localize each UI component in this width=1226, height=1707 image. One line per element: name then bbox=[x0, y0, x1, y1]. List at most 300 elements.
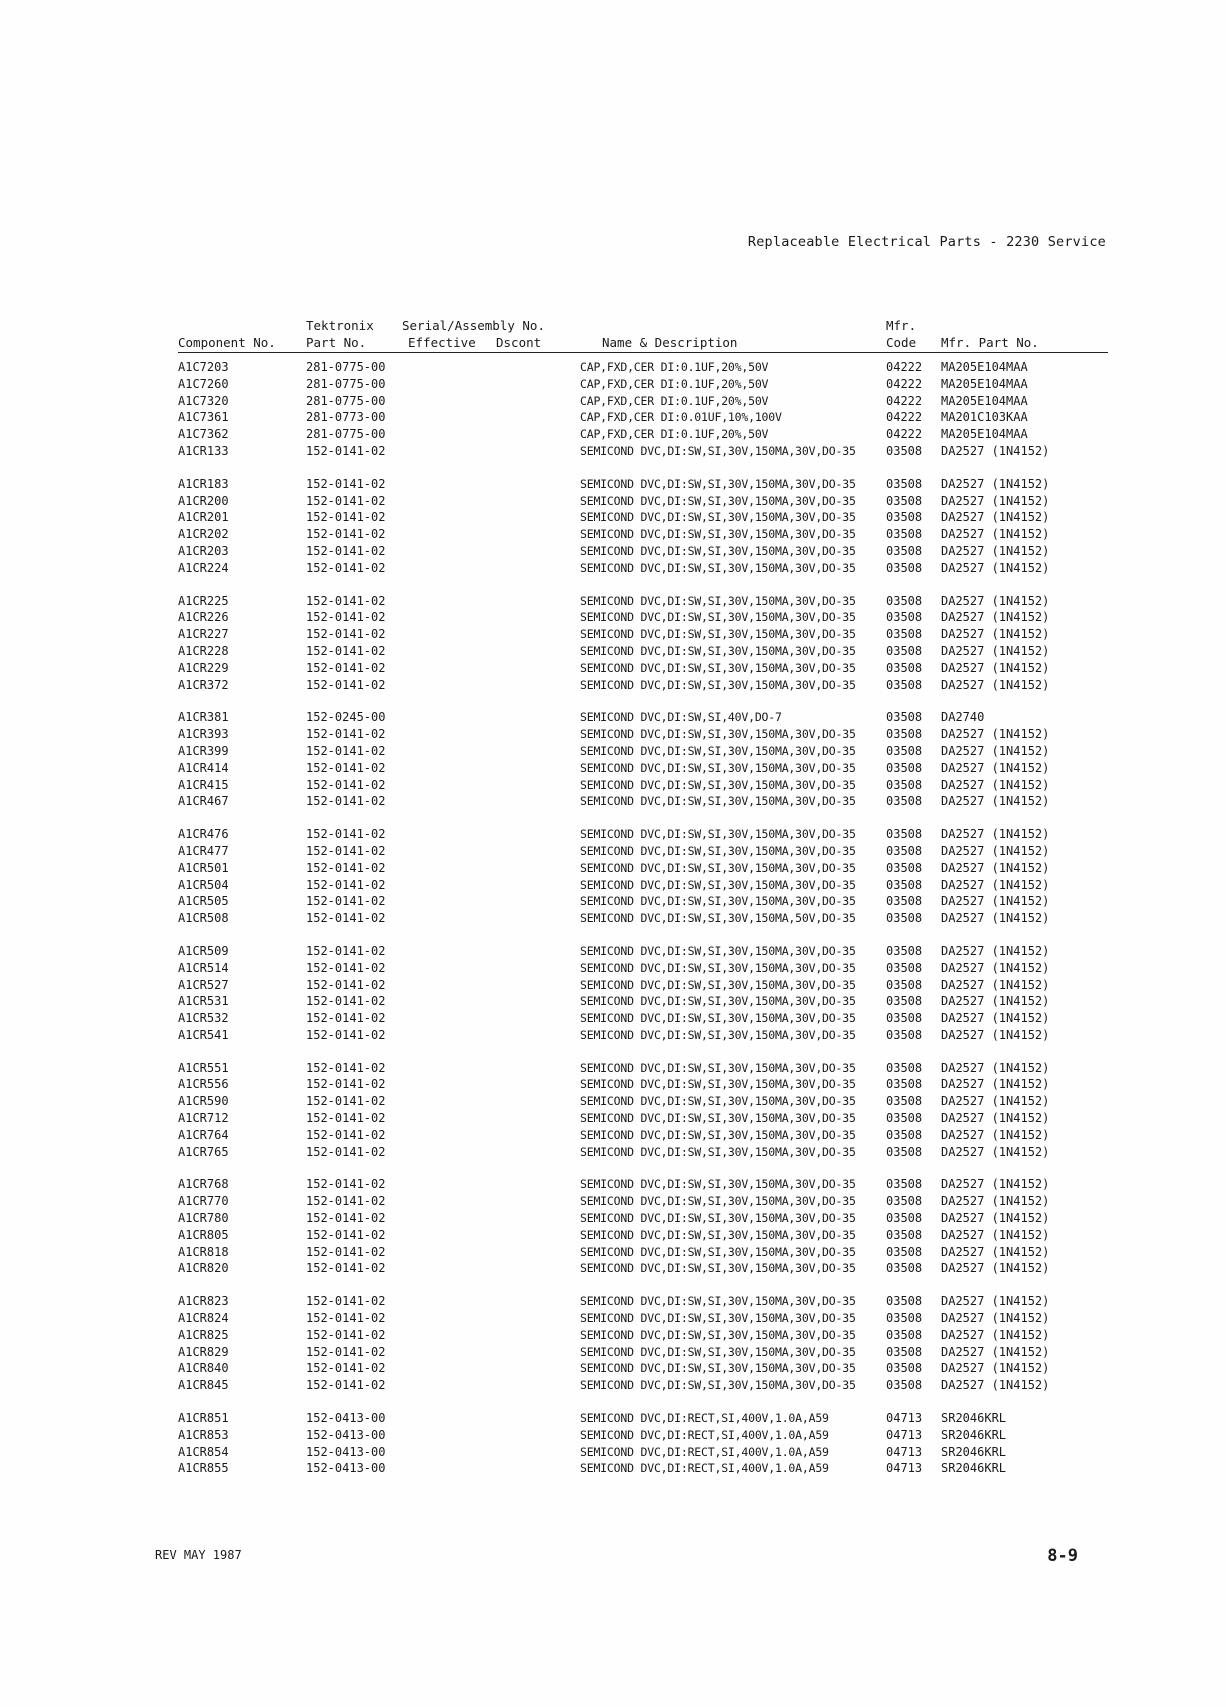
page-header: Replaceable Electrical Parts - 2230 Service bbox=[747, 234, 1106, 250]
table-row bbox=[178, 1076, 1108, 1093]
table-row bbox=[178, 1360, 1108, 1377]
mfr-code: 03508 bbox=[886, 1127, 923, 1142]
mfr-part-no: DA2527 (1N4152) bbox=[941, 894, 1050, 909]
description: CAP,FXD,CER DI:0.01UF,10%,100V bbox=[580, 410, 782, 425]
description: SEMICOND DVC,DI:SW,SI,30V,150MA,30V,DO-35 bbox=[580, 1011, 856, 1026]
description: SEMICOND DVC,DI:RECT,SI,400V,1.0A,A59 bbox=[580, 1427, 829, 1442]
component-no: A1CR712 bbox=[178, 1111, 229, 1126]
component-no: A1CR825 bbox=[178, 1327, 229, 1342]
tek-part-no: 152-0141-02 bbox=[306, 743, 386, 758]
description: SEMICOND DVC,DI:SW,SI,30V,150MA,30V,DO-35 bbox=[580, 1111, 856, 1126]
tek-part-no: 281-0775-00 bbox=[306, 427, 386, 442]
component-no: A1CR855 bbox=[178, 1461, 229, 1476]
description: SEMICOND DVC,DI:SW,SI,30V,150MA,50V,DO-35 bbox=[580, 911, 856, 926]
component-no: A1CR764 bbox=[178, 1127, 229, 1142]
row-group bbox=[178, 1176, 1108, 1277]
component-no: A1CR228 bbox=[178, 643, 229, 658]
mfr-part-no: DA2527 (1N4152) bbox=[941, 610, 1050, 625]
table-row bbox=[178, 1144, 1108, 1161]
table-row bbox=[178, 409, 1108, 426]
table-row bbox=[178, 709, 1108, 726]
mfr-part-no: DA2527 (1N4152) bbox=[941, 977, 1050, 992]
component-no: A1CR840 bbox=[178, 1361, 229, 1376]
table-row bbox=[178, 493, 1108, 510]
tek-part-no: 152-0141-02 bbox=[306, 860, 386, 875]
description: CAP,FXD,CER DI:0.1UF,20%,50V bbox=[580, 427, 769, 442]
tek-part-no: 152-0141-02 bbox=[306, 960, 386, 975]
mfr-part-no: DA2527 (1N4152) bbox=[941, 493, 1050, 508]
table-row bbox=[178, 1427, 1108, 1444]
component-no: A1CR227 bbox=[178, 627, 229, 642]
component-no: A1CR226 bbox=[178, 610, 229, 625]
mfr-part-no: DA2527 (1N4152) bbox=[941, 760, 1050, 775]
row-group bbox=[178, 1293, 1108, 1394]
component-no: A1CR527 bbox=[178, 977, 229, 992]
row-group bbox=[178, 359, 1108, 460]
mfr-code: 03508 bbox=[886, 1011, 923, 1026]
table-row bbox=[178, 1027, 1108, 1044]
table-row bbox=[178, 1210, 1108, 1227]
description: SEMICOND DVC,DI:SW,SI,30V,150MA,30V,DO-35 bbox=[580, 943, 856, 958]
table-row bbox=[178, 526, 1108, 543]
tek-part-no: 152-0141-02 bbox=[306, 1344, 386, 1359]
mfr-code: 03508 bbox=[886, 476, 923, 491]
table-row bbox=[178, 793, 1108, 810]
mfr-part-no: DA2527 (1N4152) bbox=[941, 510, 1050, 525]
table-row bbox=[178, 743, 1108, 760]
tek-part-no: 152-0141-02 bbox=[306, 894, 386, 909]
description: SEMICOND DVC,DI:SW,SI,30V,150MA,30V,DO-35 bbox=[580, 493, 856, 508]
mfr-code: 03508 bbox=[886, 1378, 923, 1393]
description: SEMICOND DVC,DI:SW,SI,30V,150MA,30V,DO-35 bbox=[580, 827, 856, 842]
tek-part-no: 152-0141-02 bbox=[306, 994, 386, 1009]
table-row bbox=[178, 760, 1108, 777]
mfr-code: 03508 bbox=[886, 1227, 923, 1242]
mfr-code: 03508 bbox=[886, 443, 923, 458]
component-no: A1CR845 bbox=[178, 1378, 229, 1393]
table-row bbox=[178, 1127, 1108, 1144]
tek-part-no: 152-0141-02 bbox=[306, 610, 386, 625]
description: SEMICOND DVC,DI:SW,SI,30V,150MA,30V,DO-35 bbox=[580, 1344, 856, 1359]
table-row bbox=[178, 777, 1108, 794]
mfr-code: 04713 bbox=[886, 1427, 923, 1442]
description: SEMICOND DVC,DI:SW,SI,30V,150MA,30V,DO-35 bbox=[580, 1127, 856, 1142]
description: SEMICOND DVC,DI:SW,SI,30V,150MA,30V,DO-35 bbox=[580, 677, 856, 692]
mfr-code: 03508 bbox=[886, 1327, 923, 1342]
mfr-part-no: DA2527 (1N4152) bbox=[941, 443, 1050, 458]
table-row bbox=[178, 509, 1108, 526]
description: SEMICOND DVC,DI:SW,SI,30V,150MA,30V,DO-35 bbox=[580, 994, 856, 1009]
table-row bbox=[178, 993, 1108, 1010]
mfr-code: 03508 bbox=[886, 1194, 923, 1209]
mfr-code: 03508 bbox=[886, 743, 923, 758]
description: SEMICOND DVC,DI:SW,SI,30V,150MA,30V,DO-35 bbox=[580, 610, 856, 625]
component-no: A1CR818 bbox=[178, 1244, 229, 1259]
mfr-code: 03508 bbox=[886, 1177, 923, 1192]
mfr-code: 03508 bbox=[886, 1060, 923, 1075]
component-no: A1CR768 bbox=[178, 1177, 229, 1192]
table-row bbox=[178, 426, 1108, 443]
description: SEMICOND DVC,DI:SW,SI,40V,DO-7 bbox=[580, 710, 782, 725]
col-tek-part: Part No. bbox=[306, 335, 367, 350]
tek-part-no: 152-0141-02 bbox=[306, 493, 386, 508]
description: SEMICOND DVC,DI:SW,SI,30V,150MA,30V,DO-35 bbox=[580, 543, 856, 558]
row-group bbox=[178, 593, 1108, 694]
table-row bbox=[178, 826, 1108, 843]
description: SEMICOND DVC,DI:SW,SI,30V,150MA,30V,DO-35 bbox=[580, 1361, 856, 1376]
tek-part-no: 152-0141-02 bbox=[306, 660, 386, 675]
mfr-part-no: DA2527 (1N4152) bbox=[941, 877, 1050, 892]
mfr-part-no: DA2527 (1N4152) bbox=[941, 794, 1050, 809]
mfr-part-no: DA2527 (1N4152) bbox=[941, 527, 1050, 542]
component-no: A1CR381 bbox=[178, 710, 229, 725]
table-row bbox=[178, 1176, 1108, 1193]
mfr-code: 03508 bbox=[886, 760, 923, 775]
component-no: A1CR200 bbox=[178, 493, 229, 508]
table-row bbox=[178, 1260, 1108, 1277]
mfr-part-no: DA2527 (1N4152) bbox=[941, 660, 1050, 675]
tek-part-no: 281-0775-00 bbox=[306, 393, 386, 408]
mfr-part-no: DA2527 (1N4152) bbox=[941, 560, 1050, 575]
component-no: A1CR203 bbox=[178, 543, 229, 558]
mfr-part-no: DA2527 (1N4152) bbox=[941, 777, 1050, 792]
component-no: A1CR514 bbox=[178, 960, 229, 975]
mfr-part-no: DA2740 bbox=[941, 710, 985, 725]
table-row bbox=[178, 1377, 1108, 1394]
tek-part-no: 152-0413-00 bbox=[306, 1427, 386, 1442]
component-no: A1CR851 bbox=[178, 1411, 229, 1426]
mfr-code: 03508 bbox=[886, 1111, 923, 1126]
mfr-code: 03508 bbox=[886, 660, 923, 675]
mfr-part-no: SR2046KRL bbox=[941, 1461, 1007, 1476]
table-row bbox=[178, 910, 1108, 927]
description: SEMICOND DVC,DI:SW,SI,30V,150MA,30V,DO-35 bbox=[580, 1060, 856, 1075]
col-mfr-code-top: Mfr. bbox=[886, 318, 917, 333]
description: SEMICOND DVC,DI:SW,SI,30V,150MA,30V,DO-35 bbox=[580, 1227, 856, 1242]
tek-part-no: 152-0141-02 bbox=[306, 1194, 386, 1209]
mfr-part-no: DA2527 (1N4152) bbox=[941, 827, 1050, 842]
tek-part-no: 152-0141-02 bbox=[306, 777, 386, 792]
description: SEMICOND DVC,DI:SW,SI,30V,150MA,30V,DO-35 bbox=[580, 794, 856, 809]
description: SEMICOND DVC,DI:SW,SI,30V,150MA,30V,DO-35 bbox=[580, 1177, 856, 1192]
table-row bbox=[178, 593, 1108, 610]
mfr-code: 03508 bbox=[886, 1344, 923, 1359]
description: SEMICOND DVC,DI:SW,SI,30V,150MA,30V,DO-35 bbox=[580, 777, 856, 792]
description: SEMICOND DVC,DI:SW,SI,30V,150MA,30V,DO-35 bbox=[580, 593, 856, 608]
table-row bbox=[178, 1410, 1108, 1427]
table-row bbox=[178, 1010, 1108, 1027]
mfr-part-no: DA2527 (1N4152) bbox=[941, 593, 1050, 608]
mfr-code: 03508 bbox=[886, 510, 923, 525]
mfr-code: 03508 bbox=[886, 943, 923, 958]
mfr-part-no: DA2527 (1N4152) bbox=[941, 911, 1050, 926]
mfr-part-no: DA2527 (1N4152) bbox=[941, 476, 1050, 491]
component-no: A1CR476 bbox=[178, 827, 229, 842]
table-row bbox=[178, 877, 1108, 894]
mfr-part-no: DA2527 (1N4152) bbox=[941, 1244, 1050, 1259]
table-row bbox=[178, 1193, 1108, 1210]
component-no: A1CR551 bbox=[178, 1060, 229, 1075]
tek-part-no: 152-0141-02 bbox=[306, 1227, 386, 1242]
mfr-code: 03508 bbox=[886, 1094, 923, 1109]
table-row bbox=[178, 977, 1108, 994]
table-row bbox=[178, 1293, 1108, 1310]
description: CAP,FXD,CER DI:0.1UF,20%,50V bbox=[580, 376, 769, 391]
mfr-code: 03508 bbox=[886, 710, 923, 725]
description: SEMICOND DVC,DI:SW,SI,30V,150MA,30V,DO-35 bbox=[580, 1144, 856, 1159]
mfr-code: 03508 bbox=[886, 877, 923, 892]
tek-part-no: 152-0141-02 bbox=[306, 1144, 386, 1159]
description: CAP,FXD,CER DI:0.1UF,20%,50V bbox=[580, 393, 769, 408]
mfr-part-no: DA2527 (1N4152) bbox=[941, 1060, 1050, 1075]
component-no: A1CR531 bbox=[178, 994, 229, 1009]
component-no: A1CR224 bbox=[178, 560, 229, 575]
mfr-part-no: MA205E104MAA bbox=[941, 427, 1028, 442]
mfr-part-no: DA2527 (1N4152) bbox=[941, 677, 1050, 692]
tek-part-no: 152-0141-02 bbox=[306, 1094, 386, 1109]
mfr-code: 03508 bbox=[886, 643, 923, 658]
table-row bbox=[178, 660, 1108, 677]
component-no: A1C7203 bbox=[178, 360, 229, 374]
mfr-code: 04713 bbox=[886, 1461, 923, 1476]
table-row bbox=[178, 609, 1108, 626]
component-no: A1CR590 bbox=[178, 1094, 229, 1109]
row-group bbox=[178, 1410, 1108, 1477]
table-row bbox=[178, 376, 1108, 393]
table-row bbox=[178, 443, 1108, 460]
tek-part-no: 152-0245-00 bbox=[306, 710, 386, 725]
tek-part-no: 152-0141-02 bbox=[306, 911, 386, 926]
component-no: A1CR225 bbox=[178, 593, 229, 608]
mfr-code: 03508 bbox=[886, 677, 923, 692]
component-no: A1CR853 bbox=[178, 1427, 229, 1442]
table-row bbox=[178, 543, 1108, 560]
mfr-part-no: DA2527 (1N4152) bbox=[941, 994, 1050, 1009]
table-row bbox=[178, 1227, 1108, 1244]
col-description: Name & Description bbox=[602, 335, 738, 350]
mfr-part-no: DA2527 (1N4152) bbox=[941, 1294, 1050, 1309]
table-row bbox=[178, 1344, 1108, 1361]
description: SEMICOND DVC,DI:RECT,SI,400V,1.0A,A59 bbox=[580, 1411, 829, 1426]
component-no: A1CR414 bbox=[178, 760, 229, 775]
component-no: A1CR505 bbox=[178, 894, 229, 909]
mfr-part-no: MA205E104MAA bbox=[941, 376, 1028, 391]
description: SEMICOND DVC,DI:SW,SI,30V,150MA,30V,DO-35 bbox=[580, 1327, 856, 1342]
col-serial-dscont: Dscont bbox=[496, 335, 542, 350]
component-no: A1CR820 bbox=[178, 1261, 229, 1276]
mfr-part-no: DA2527 (1N4152) bbox=[941, 1011, 1050, 1026]
mfr-code: 03508 bbox=[886, 593, 923, 608]
description: SEMICOND DVC,DI:SW,SI,30V,150MA,30V,DO-35 bbox=[580, 760, 856, 775]
table-row bbox=[178, 726, 1108, 743]
row-group bbox=[178, 826, 1108, 927]
description: SEMICOND DVC,DI:SW,SI,30V,150MA,30V,DO-35 bbox=[580, 510, 856, 525]
mfr-part-no: DA2527 (1N4152) bbox=[941, 643, 1050, 658]
mfr-code: 03508 bbox=[886, 827, 923, 842]
mfr-code: 04222 bbox=[886, 427, 923, 442]
tek-part-no: 152-0413-00 bbox=[306, 1411, 386, 1426]
tek-part-no: 152-0141-02 bbox=[306, 1027, 386, 1042]
mfr-code: 03508 bbox=[886, 794, 923, 809]
component-no: A1CR780 bbox=[178, 1211, 229, 1226]
mfr-part-no: DA2527 (1N4152) bbox=[941, 1211, 1050, 1226]
tek-part-no: 152-0141-02 bbox=[306, 1327, 386, 1342]
component-no: A1CR467 bbox=[178, 794, 229, 809]
component-no: A1CR399 bbox=[178, 743, 229, 758]
mfr-part-no: DA2527 (1N4152) bbox=[941, 1327, 1050, 1342]
mfr-code: 03508 bbox=[886, 843, 923, 858]
mfr-code: 03508 bbox=[886, 493, 923, 508]
description: SEMICOND DVC,DI:SW,SI,30V,150MA,30V,DO-35 bbox=[580, 1244, 856, 1259]
tek-part-no: 152-0141-02 bbox=[306, 794, 386, 809]
col-mfr-code: Code bbox=[886, 335, 917, 350]
mfr-part-no: DA2527 (1N4152) bbox=[941, 1227, 1050, 1242]
mfr-code: 03508 bbox=[886, 977, 923, 992]
parts-table bbox=[178, 318, 1108, 1493]
component-no: A1CR765 bbox=[178, 1144, 229, 1159]
table-row bbox=[178, 960, 1108, 977]
description: SEMICOND DVC,DI:SW,SI,30V,150MA,30V,DO-35 bbox=[580, 1211, 856, 1226]
component-no: A1CR854 bbox=[178, 1444, 229, 1459]
tek-part-no: 152-0141-02 bbox=[306, 560, 386, 575]
mfr-code: 03508 bbox=[886, 1077, 923, 1092]
mfr-code: 03508 bbox=[886, 1244, 923, 1259]
mfr-part-no: DA2527 (1N4152) bbox=[941, 1344, 1050, 1359]
description: SEMICOND DVC,DI:SW,SI,30V,150MA,30V,DO-35 bbox=[580, 1077, 856, 1092]
table-row bbox=[178, 1093, 1108, 1110]
tek-part-no: 152-0141-02 bbox=[306, 510, 386, 525]
mfr-code: 03508 bbox=[886, 560, 923, 575]
component-no: A1CR532 bbox=[178, 1011, 229, 1026]
tek-part-no: 152-0141-02 bbox=[306, 943, 386, 958]
description: SEMICOND DVC,DI:RECT,SI,400V,1.0A,A59 bbox=[580, 1461, 829, 1476]
description: SEMICOND DVC,DI:SW,SI,30V,150MA,30V,DO-35 bbox=[580, 1378, 856, 1393]
mfr-code: 03508 bbox=[886, 727, 923, 742]
table-row bbox=[178, 626, 1108, 643]
tek-part-no: 152-0141-02 bbox=[306, 1261, 386, 1276]
tek-part-no: 152-0141-02 bbox=[306, 443, 386, 458]
component-no: A1CR477 bbox=[178, 843, 229, 858]
row-group bbox=[178, 943, 1108, 1044]
tek-part-no: 152-0141-02 bbox=[306, 1060, 386, 1075]
col-tek-top: Tektronix bbox=[306, 318, 374, 333]
component-no: A1CR509 bbox=[178, 943, 229, 958]
component-no: A1CR770 bbox=[178, 1194, 229, 1209]
description: SEMICOND DVC,DI:SW,SI,30V,150MA,30V,DO-35 bbox=[580, 627, 856, 642]
tek-part-no: 152-0141-02 bbox=[306, 627, 386, 642]
tek-part-no: 152-0141-02 bbox=[306, 727, 386, 742]
table-row bbox=[178, 843, 1108, 860]
description: CAP,FXD,CER DI:0.1UF,20%,50V bbox=[580, 360, 769, 374]
mfr-code: 03508 bbox=[886, 994, 923, 1009]
component-no: A1CR824 bbox=[178, 1311, 229, 1326]
row-group bbox=[178, 1060, 1108, 1161]
component-no: A1CR504 bbox=[178, 877, 229, 892]
mfr-part-no: DA2527 (1N4152) bbox=[941, 1378, 1050, 1393]
tek-part-no: 152-0141-02 bbox=[306, 643, 386, 658]
component-no: A1CR556 bbox=[178, 1077, 229, 1092]
description: SEMICOND DVC,DI:SW,SI,30V,150MA,30V,DO-35 bbox=[580, 560, 856, 575]
mfr-code: 04222 bbox=[886, 376, 923, 391]
tek-part-no: 281-0773-00 bbox=[306, 410, 386, 425]
table-row bbox=[178, 476, 1108, 493]
mfr-part-no: DA2527 (1N4152) bbox=[941, 1077, 1050, 1092]
description: SEMICOND DVC,DI:SW,SI,30V,150MA,30V,DO-35 bbox=[580, 977, 856, 992]
mfr-part-no: DA2527 (1N4152) bbox=[941, 1094, 1050, 1109]
tek-part-no: 152-0141-02 bbox=[306, 1378, 386, 1393]
table-row bbox=[178, 1244, 1108, 1261]
component-no: A1CR805 bbox=[178, 1227, 229, 1242]
mfr-code: 04222 bbox=[886, 393, 923, 408]
tek-part-no: 152-0141-02 bbox=[306, 827, 386, 842]
revision-date: REV MAY 1987 bbox=[155, 1548, 242, 1562]
component-no: A1C7260 bbox=[178, 376, 229, 391]
mfr-part-no: DA2527 (1N4152) bbox=[941, 627, 1050, 642]
row-group bbox=[178, 709, 1108, 810]
tek-part-no: 281-0775-00 bbox=[306, 376, 386, 391]
description: SEMICOND DVC,DI:SW,SI,30V,150MA,30V,DO-35 bbox=[580, 743, 856, 758]
description: SEMICOND DVC,DI:SW,SI,30V,150MA,30V,DO-35 bbox=[580, 877, 856, 892]
description: SEMICOND DVC,DI:RECT,SI,400V,1.0A,A59 bbox=[580, 1444, 829, 1459]
mfr-code: 03508 bbox=[886, 1144, 923, 1159]
description: SEMICOND DVC,DI:SW,SI,30V,150MA,30V,DO-35 bbox=[580, 894, 856, 909]
mfr-code: 04222 bbox=[886, 410, 923, 425]
tek-part-no: 152-0141-02 bbox=[306, 1127, 386, 1142]
description: SEMICOND DVC,DI:SW,SI,30V,150MA,30V,DO-35 bbox=[580, 660, 856, 675]
tek-part-no: 152-0141-02 bbox=[306, 1011, 386, 1026]
description: SEMICOND DVC,DI:SW,SI,30V,150MA,30V,DO-35 bbox=[580, 1294, 856, 1309]
mfr-code: 03508 bbox=[886, 894, 923, 909]
mfr-code: 03508 bbox=[886, 911, 923, 926]
mfr-part-no: SR2046KRL bbox=[941, 1411, 1007, 1426]
mfr-part-no: DA2527 (1N4152) bbox=[941, 1194, 1050, 1209]
mfr-part-no: MA205E104MAA bbox=[941, 393, 1028, 408]
tek-part-no: 152-0141-02 bbox=[306, 1177, 386, 1192]
tek-part-no: 281-0775-00 bbox=[306, 360, 386, 374]
mfr-code: 03508 bbox=[886, 1261, 923, 1276]
component-no: A1CR541 bbox=[178, 1027, 229, 1042]
table-row bbox=[178, 893, 1108, 910]
table-row bbox=[178, 1460, 1108, 1477]
tek-part-no: 152-0141-02 bbox=[306, 1244, 386, 1259]
component-no: A1C7362 bbox=[178, 427, 229, 442]
mfr-code: 03508 bbox=[886, 1361, 923, 1376]
mfr-code: 03508 bbox=[886, 860, 923, 875]
description: SEMICOND DVC,DI:SW,SI,30V,150MA,30V,DO-35 bbox=[580, 476, 856, 491]
component-no: A1CR133 bbox=[178, 443, 229, 458]
tek-part-no: 152-0141-02 bbox=[306, 1111, 386, 1126]
page-number: 8-9 bbox=[1047, 1546, 1078, 1566]
mfr-part-no: DA2527 (1N4152) bbox=[941, 543, 1050, 558]
description: SEMICOND DVC,DI:SW,SI,30V,150MA,30V,DO-35 bbox=[580, 860, 856, 875]
mfr-part-no: DA2527 (1N4152) bbox=[941, 943, 1050, 958]
table-row bbox=[178, 860, 1108, 877]
mfr-part-no: DA2527 (1N4152) bbox=[941, 860, 1050, 875]
mfr-part-no: DA2527 (1N4152) bbox=[941, 960, 1050, 975]
table-body bbox=[178, 359, 1108, 1477]
table-row bbox=[178, 1310, 1108, 1327]
tek-part-no: 152-0141-02 bbox=[306, 1311, 386, 1326]
mfr-part-no: DA2527 (1N4152) bbox=[941, 1311, 1050, 1326]
component-no: A1CR823 bbox=[178, 1294, 229, 1309]
mfr-code: 03508 bbox=[886, 1294, 923, 1309]
description: SEMICOND DVC,DI:SW,SI,30V,150MA,30V,DO-35 bbox=[580, 727, 856, 742]
table-row bbox=[178, 643, 1108, 660]
description: SEMICOND DVC,DI:SW,SI,30V,150MA,30V,DO-35 bbox=[580, 843, 856, 858]
mfr-part-no: MA201C103KAA bbox=[941, 410, 1028, 425]
table-row bbox=[178, 393, 1108, 410]
table-row bbox=[178, 1444, 1108, 1461]
